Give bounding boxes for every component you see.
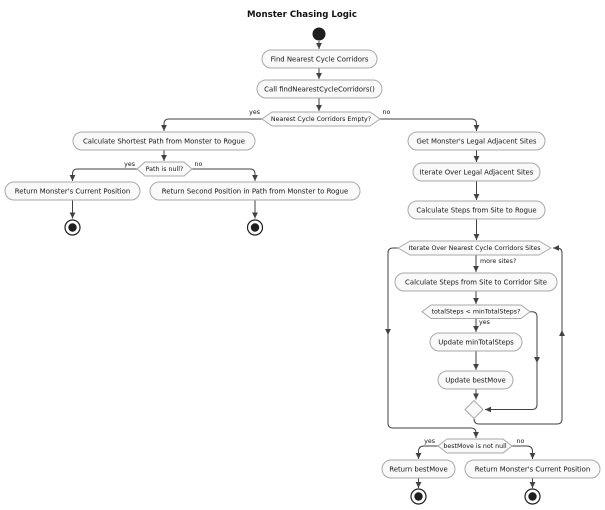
edge-label-corridors-empty-yes: yes (249, 109, 260, 116)
edge-label-best-move-yes: yes (424, 438, 435, 445)
decision-label: Path is null? (145, 165, 184, 173)
activity-calc-shortest-path (73, 132, 255, 150)
activity-calc-steps-site-to-rogue (408, 201, 545, 219)
activity-return-current-position-left (5, 182, 140, 200)
node-label: Find Nearest Cycle Corridors (270, 55, 369, 64)
activity-return-current-position-right (465, 460, 600, 478)
activity-calc-steps-site-to-corridor (395, 273, 557, 291)
decision-total-steps (422, 305, 530, 319)
decision-label: Nearest Cycle Corridors Empty? (270, 115, 372, 123)
activity-get-legal-adjacent-sites (408, 132, 545, 150)
edge-loop-exit-down (388, 248, 398, 335)
edge-label-path-null-no: no (194, 161, 203, 168)
node-label: Calculate Shortest Path from Monster to Rogue (82, 137, 246, 146)
node-label: Update minTotalSteps (438, 338, 514, 347)
activity-update-best-move (438, 371, 513, 389)
activity-update-min-total-steps (430, 333, 522, 351)
node-label: Calculate Steps from Site to Corridor Site (405, 278, 547, 287)
node-label: Return Monster's Current Position (14, 187, 131, 196)
edge-label-best-move-no: no (516, 438, 525, 445)
activity-call-find-nearest (257, 80, 382, 98)
edge-empty-yes-to-shortest-path (164, 119, 262, 131)
node-label: Get Monster's Legal Adjacent Sites (416, 137, 537, 146)
decision-corridors-empty (262, 112, 380, 126)
edge-label-total-steps-yes: yes (479, 319, 490, 326)
decision-best-move-not-null (438, 439, 512, 453)
end-node-icon-4 (525, 489, 540, 504)
node-label: Calculate Steps from Site to Rogue (416, 206, 537, 215)
diagram-title: Monster Chasing Logic (247, 10, 357, 20)
decision-label: Iterate Over Nearest Cycle Corridors Sites (408, 244, 541, 252)
end-node-icon-3 (411, 489, 426, 504)
edge-label-path-null-yes: yes (124, 161, 135, 168)
activity-iterate-legal-adjacent-sites (413, 163, 540, 181)
node-label: Return bestMove (389, 465, 448, 474)
edge-label-more-sites: more sites? (480, 258, 517, 265)
edge-bestmove-no-to-return-current (512, 446, 533, 459)
node-label: Return Monster's Current Position (474, 465, 591, 474)
decision-label: bestMove is not null (443, 442, 507, 450)
edge-empty-no-to-get-sites (380, 119, 477, 131)
activity-return-best-move (382, 460, 455, 478)
node-label: Iterate Over Legal Adjacent Sites (419, 168, 534, 177)
start-node-icon (313, 28, 326, 41)
end-node-icon-2 (248, 220, 263, 235)
loop-header-iterate-corridor-sites (398, 241, 551, 255)
edge-null-yes-to-return-current (73, 169, 138, 181)
activity-return-second-position (150, 182, 360, 200)
node-label: Update bestMove (445, 376, 506, 385)
node-label: Return Second Position in Path from Monster to Rogue (161, 187, 349, 196)
edge-null-no-to-return-second (192, 169, 255, 181)
edge-totalsteps-no-bypass-down (530, 312, 537, 363)
merge-diamond-icon (465, 401, 483, 419)
edge-label-corridors-empty-no: no (382, 109, 391, 116)
decision-path-is-null (137, 162, 192, 176)
decision-label: totalSteps < minTotalSteps? (431, 308, 521, 316)
node-label: Call findNearestCycleCorridors() (264, 85, 375, 94)
end-node-icon-1 (65, 220, 80, 235)
activity-find-nearest-cycle-corridors (262, 50, 377, 68)
edge-bestmove-yes-to-return-best (419, 446, 439, 459)
